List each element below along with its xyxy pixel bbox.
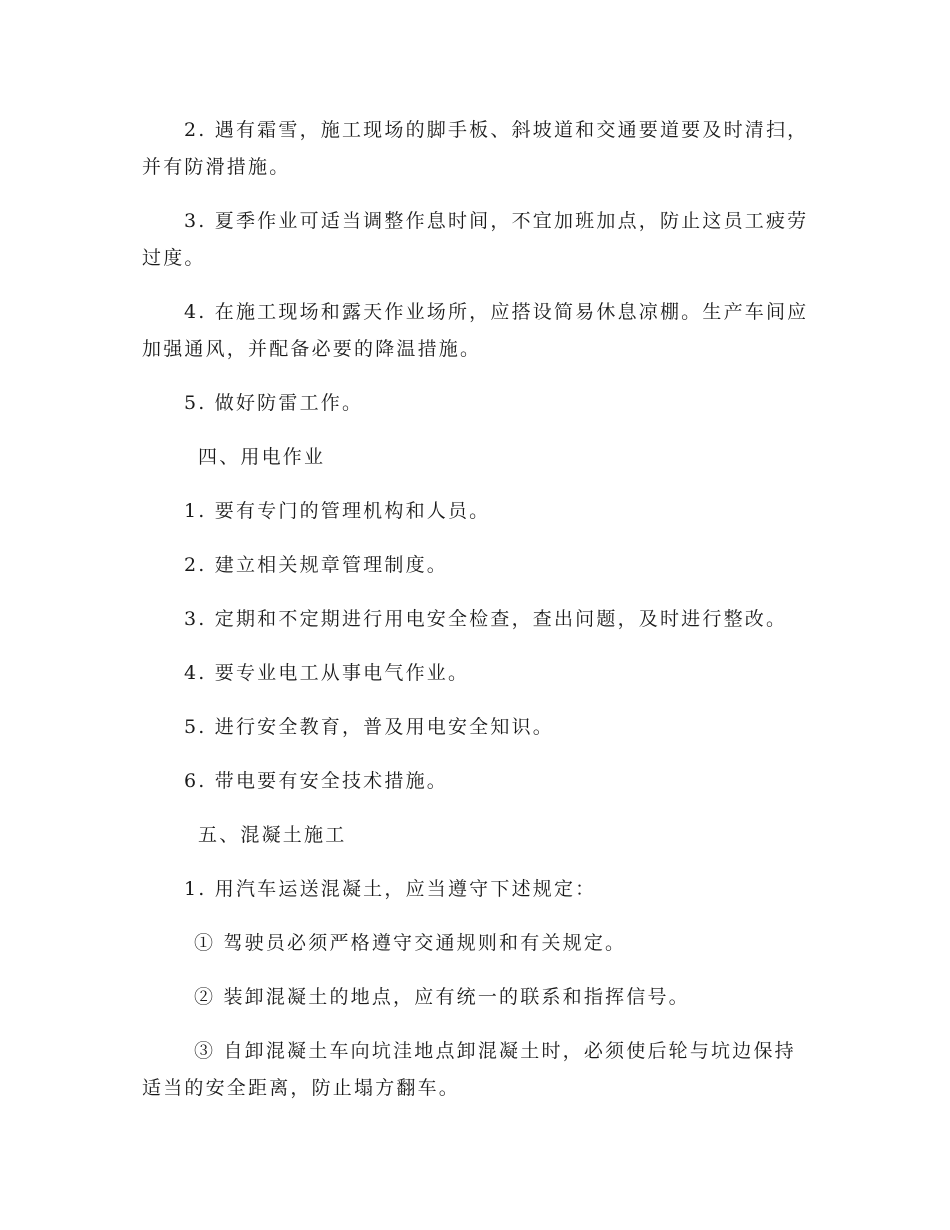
paragraph: 3. 夏季作业可适当调整作息时间，不宜加班加点，防止这员工疲劳过度。 [142, 210, 809, 269]
paragraph: 5. 做好防雷工作。 [184, 392, 364, 414]
sub-item: ① 驾驶员必须严格遵守交通规则和有关规定。 [194, 932, 627, 954]
paragraph: 4. 要专业电工从事电气作业。 [184, 662, 470, 684]
paragraph: 1. 用汽车运送混凝土，应当遵守下述规定： [184, 878, 597, 900]
paragraph: 3. 定期和不定期进行用电安全检查，查出问题，及时进行整改。 [184, 608, 788, 630]
paragraph: 5. 进行安全教育，普及用电安全知识。 [184, 716, 554, 738]
sub-item: ③ 自卸混凝土车向坑洼地点卸混凝土时，必须使后轮与坑边保持适当的安全距离，防止塌方翻车。 [142, 1040, 796, 1099]
paragraph: 1. 要有专门的管理机构和人员。 [184, 500, 491, 522]
paragraph: 2. 建立相关规章管理制度。 [184, 554, 448, 576]
paragraph: 6. 带电要有安全技术措施。 [184, 770, 448, 792]
document-body [142, 112, 810, 1124]
section-heading: 五、混凝土施工 [198, 824, 347, 846]
paragraph: 4. 在施工现场和露天作业场所，应搭设简易休息凉棚。生产车间应加强通风，并配备必要的降温措施。 [142, 301, 809, 360]
sub-item: ② 装卸混凝土的地点，应有统一的联系和指挥信号。 [194, 986, 690, 1008]
paragraph: 2. 遇有霜雪，施工现场的脚手板、斜坡道和交通要道要及时清扫，并有防滑措施。 [142, 119, 809, 178]
section-heading: 四、用电作业 [198, 446, 326, 468]
